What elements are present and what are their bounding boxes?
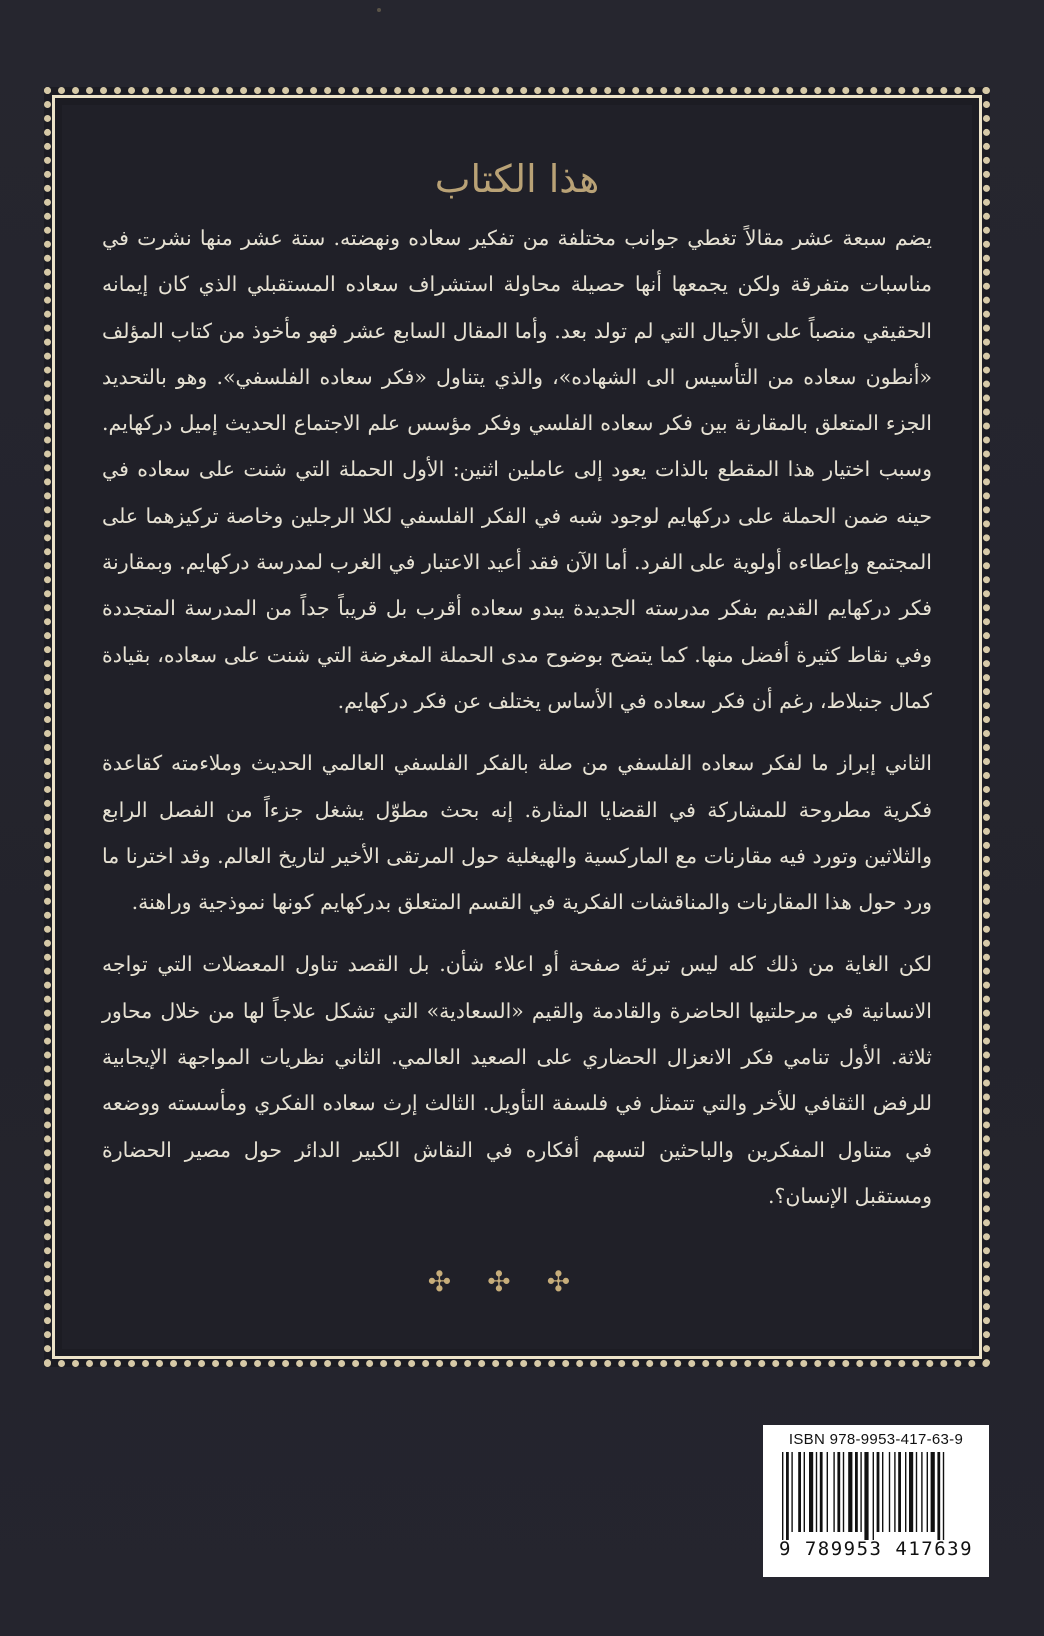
ornament-icon: ✣✣✣ — [427, 1265, 607, 1298]
decorative-frame — [44, 87, 990, 1367]
barcode-bar — [827, 1452, 828, 1532]
blurb-text — [102, 215, 932, 1219]
barcode-bar — [916, 1452, 917, 1532]
barcode-bar — [809, 1452, 813, 1532]
barcode-bar — [873, 1452, 874, 1540]
paragraph-3: لكن الغاية من ذلك كله ليس تبرئة صفحة أو اعلاء شأن. بل القصد تناول المعضلات التي تواجه الانسانية في مرحلتيها الحاضرة والقادمة والقيم «السعادية» التي تشكل علاجاً لها من خلال محاور ثلاثة. الأول تنامي فكر الانعزال الحضاري على الصعيد العالمي. الثاني نظريات المواجهة الإيجابية للرفض الثقافي للأخر والتي تتمثل في فلسفة التأويل. الثالث إرث سعاده الفكري ومأسسته ووضعه في متناول المفكرين والباحثين لتسهم أفكاره في النقاش الكبير الدائر حول مصير الحضارة ومستقبل الإنسان؟. — [102, 952, 932, 1208]
barcode-bar — [921, 1452, 922, 1532]
barcode-bar — [894, 1452, 895, 1532]
barcode-bar — [889, 1452, 890, 1532]
barcode-bar — [877, 1452, 880, 1532]
barcode-bar — [898, 1452, 901, 1532]
barcode-bar — [855, 1452, 858, 1532]
barcode-bar — [798, 1452, 801, 1532]
isbn-digits: 9 789953 417639 — [778, 1538, 974, 1560]
barcode-bar — [860, 1452, 861, 1532]
barcode-icon — [778, 1452, 974, 1540]
barcode-bar — [882, 1452, 883, 1532]
paragraph-2: الثاني إبراز ما لفكر سعاده الفلسفي من صلة بالفكر الفلسفي العالمي الحديث وملاءمته كقاعدة فكرية مطروحة للمشاركة في القضايا المثارة. إنه بحث مطوّل يشغل جزءاً من الفصل الرابع والثلاثين وتورد فيه مقارنات مع الماركسية والهيغلية حول المرتقى الأخير لتاريخ العالم. وقد اخترنا ما ورد حول هذا المقارنات والمناقشات الفكرية في القسم المتعلق بدركهايم كونها نموذجية وراهنة. — [102, 751, 932, 915]
barcode-bar — [820, 1452, 823, 1532]
book-section-title: هذا الكتاب — [434, 157, 600, 201]
barcode-bar — [927, 1452, 928, 1532]
barcode-bar — [864, 1452, 868, 1540]
barcode-bar — [843, 1452, 844, 1532]
surface-mark — [377, 8, 381, 12]
barcode-bar — [791, 1452, 792, 1532]
barcode-bar — [937, 1452, 940, 1540]
barcode-bar — [848, 1452, 852, 1532]
isbn-label: ISBN 978-9953-417-63-9 — [788, 1431, 964, 1448]
barcode-bar — [816, 1452, 817, 1532]
barcode-bar — [943, 1452, 944, 1540]
barcode-bar — [833, 1452, 834, 1532]
isbn-barcode — [763, 1425, 989, 1577]
barcode-bar — [804, 1452, 805, 1532]
barcode-bar — [905, 1452, 906, 1532]
barcode-bar — [909, 1452, 913, 1532]
barcode-bar — [931, 1452, 935, 1532]
frame-panel — [62, 105, 972, 1349]
barcode-bar — [782, 1452, 783, 1540]
barcode-bar — [786, 1452, 789, 1540]
barcode-bar — [837, 1452, 840, 1532]
paragraph-1: يضم سبعة عشر مقالاً تغطي جوانب مختلفة من تفكير سعاده ونهضته. ستة عشر منها نشرت في مناسبات متفرقة ولكن يجمعها أنها حصيلة محاولة استشراف سعاده المستقبلي الذي كان إيمانه الحقيقي منصباً على الأجيال التي لم تولد بعد. وأما المقال السابع عشر فهو مأخوذ من كتاب المؤلف «أنطون سعاده من التأسيس الى الشهاده»، والذي يتناول «فكر سعاده الفلسفي». وهو بالتحديد الجزء المتعلق بالمقارنة بين فكر سعاده الفلسي وفكر مؤسس علم الاجتماع الحديث إميل دركهايم. وسبب اختيار هذا المقطع بالذات يعود إلى عاملين اثنين: الأول الحملة التي شنت على سعاده في حينه ضمن الحملة على دركهايم لوجود شبه في الفكر الفلسفي لكلا الرجلين وخاصة تركيزهما على المجتمع وإعطاءه أولوية على الفرد. أما الآن فقد أعيد الاعتبار في الغرب لمدرسة دركهايم. وبمقارنة فكر دركهايم القديم بفكر مدرسته الجديدة يبدو سعاده أقرب بل قريباً جداً من المدرسة المتجددة وفي نقاط كثيرة أفضل منها. كما يتضح بوضوح مدى الحملة المغرضة التي شنت على سعاده، بقيادة كمال جنبلاط، رغم أن فكر سعاده في الأساس يختلف عن فكر دركهايم. — [102, 226, 932, 713]
